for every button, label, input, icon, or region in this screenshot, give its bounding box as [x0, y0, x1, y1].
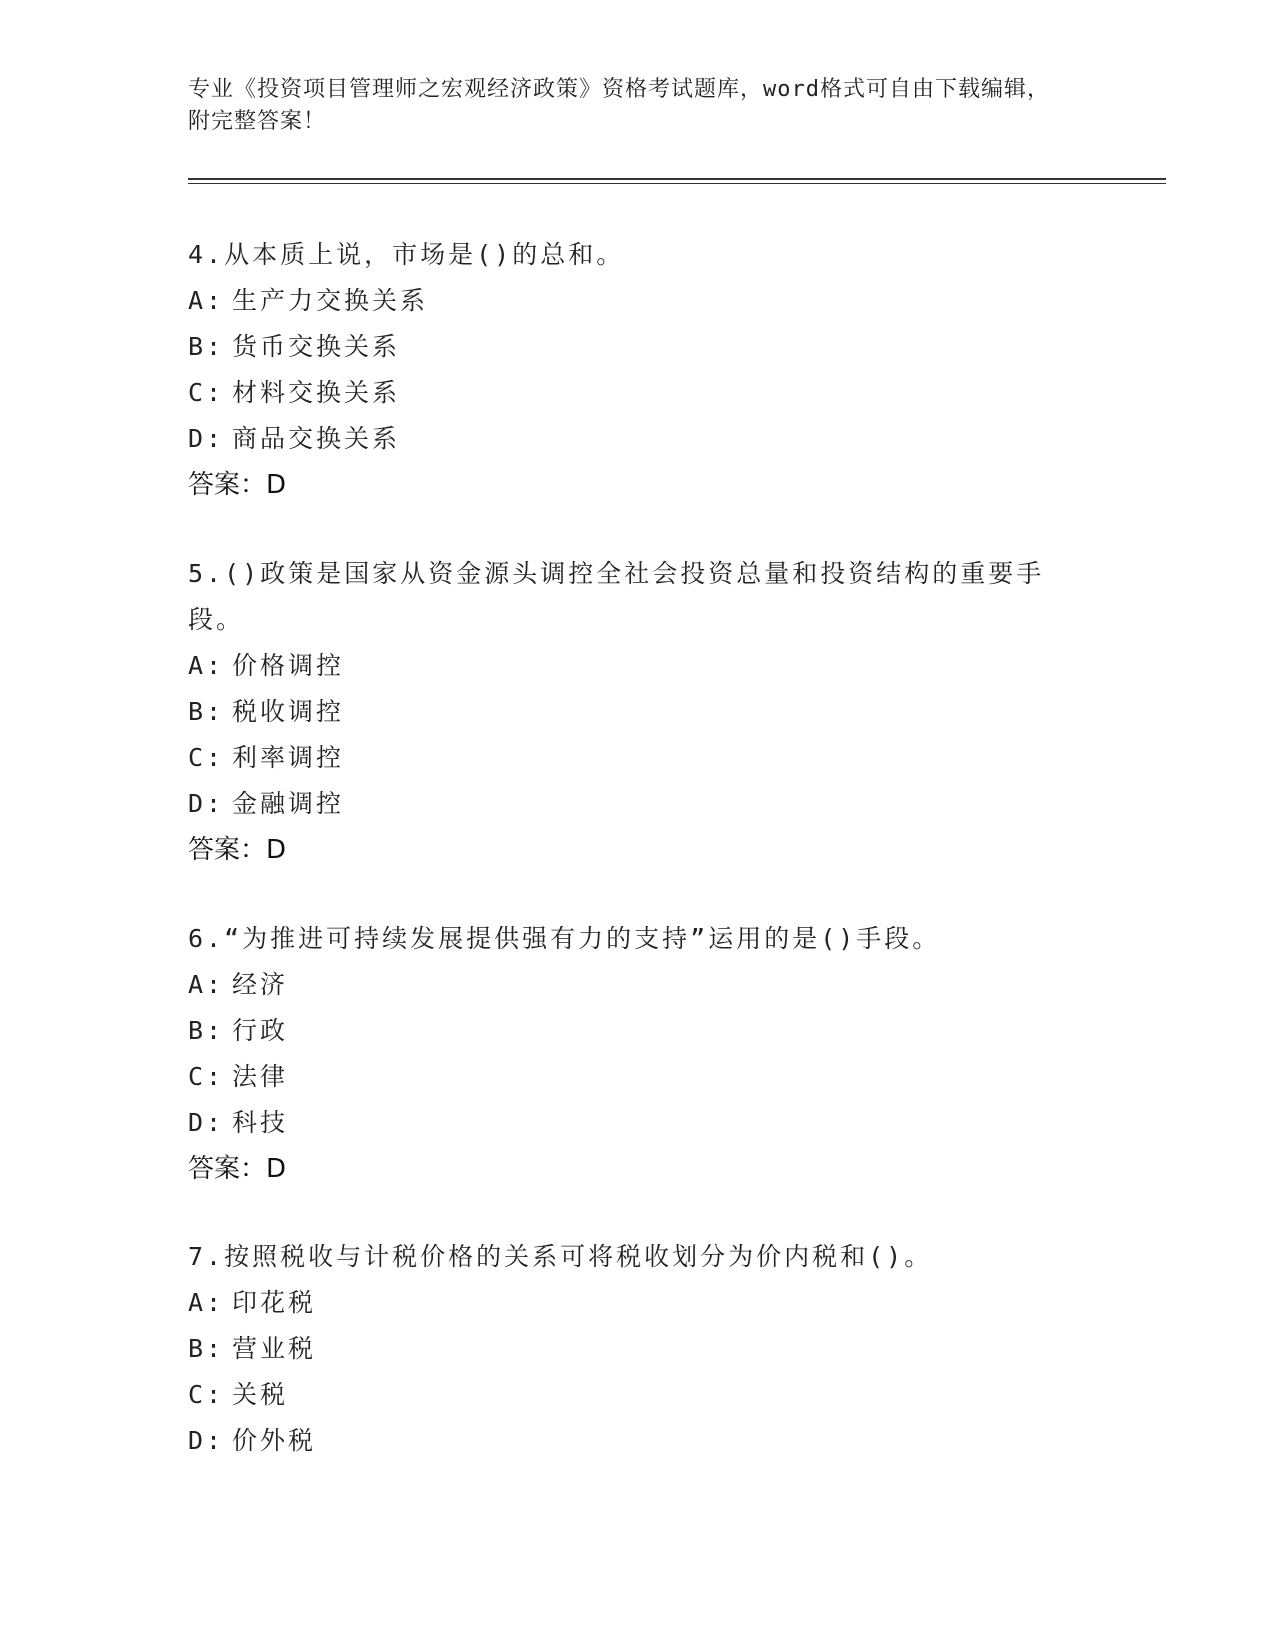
- option-text: 经济: [232, 970, 289, 999]
- option-d: [188, 416, 1068, 462]
- option-letter: B:: [188, 332, 225, 361]
- question-block: [188, 551, 1068, 873]
- option-c: [188, 1054, 1068, 1100]
- option-letter: C:: [188, 743, 225, 772]
- question-block: [188, 1234, 1068, 1464]
- option-letter: D:: [188, 789, 225, 818]
- option-text: 法律: [232, 1062, 289, 1091]
- question-stem: 5.()政策是国家从资金源头调控全社会投资总量和投资结构的重要手段。: [188, 559, 1045, 634]
- option-letter: D:: [188, 1108, 225, 1137]
- option-letter: B:: [188, 1334, 225, 1363]
- answer: 答案：D: [188, 470, 287, 500]
- question-block: [188, 916, 1068, 1192]
- option-letter: A:: [188, 286, 225, 315]
- option-d: [188, 1100, 1068, 1146]
- option-letter: C:: [188, 1380, 225, 1409]
- option-b: [188, 324, 1068, 370]
- option-letter: C:: [188, 1062, 225, 1091]
- option-a: [188, 278, 1068, 324]
- question-stem: 7.按照税收与计税价格的关系可将税收划分为价内税和()。: [188, 1242, 933, 1271]
- option-text: 材料交换关系: [232, 378, 401, 407]
- option-c: [188, 370, 1068, 416]
- option-c: [188, 735, 1068, 781]
- option-letter: C:: [188, 378, 225, 407]
- question-stem: 4.从本质上说，市场是()的总和。: [188, 240, 625, 269]
- option-text: 营业税: [232, 1334, 317, 1363]
- option-letter: B:: [188, 697, 225, 726]
- option-letter: D:: [188, 1426, 225, 1455]
- question-block: [188, 232, 1068, 508]
- option-letter: D:: [188, 424, 225, 453]
- option-text: 印花税: [232, 1288, 317, 1317]
- option-a: [188, 643, 1068, 689]
- option-text: 价格调控: [232, 651, 345, 680]
- option-b: [188, 689, 1068, 735]
- option-text: 商品交换关系: [232, 424, 401, 453]
- option-b: [188, 1326, 1068, 1372]
- option-text: 金融调控: [232, 789, 345, 818]
- option-text: 关税: [232, 1380, 289, 1409]
- option-text: 科技: [232, 1108, 289, 1137]
- option-d: [188, 781, 1068, 827]
- option-text: 生产力交换关系: [232, 286, 429, 315]
- option-letter: A:: [188, 970, 225, 999]
- option-b: [188, 1008, 1068, 1054]
- option-text: 行政: [232, 1016, 289, 1045]
- header-divider-thin: [188, 183, 1166, 184]
- option-text: 货币交换关系: [232, 332, 401, 361]
- answer: 答案：D: [188, 835, 287, 865]
- option-d: [188, 1418, 1068, 1464]
- option-letter: A:: [188, 651, 225, 680]
- option-text: 利率调控: [232, 743, 345, 772]
- page-header: 专业《投资项目管理师之宏观经济政策》资格考试题库，word格式可自由下载编辑，附完整答案！: [188, 77, 1050, 134]
- option-c: [188, 1372, 1068, 1418]
- question-stem: 6.“为推进可持续发展提供强有力的支持”运用的是()手段。: [188, 924, 941, 953]
- option-text: 税收调控: [232, 697, 345, 726]
- option-a: [188, 962, 1068, 1008]
- answer: 答案：D: [188, 1154, 287, 1184]
- option-text: 价外税: [232, 1426, 317, 1455]
- option-letter: B:: [188, 1016, 225, 1045]
- option-a: [188, 1280, 1068, 1326]
- header-divider: [188, 178, 1166, 180]
- option-letter: A:: [188, 1288, 225, 1317]
